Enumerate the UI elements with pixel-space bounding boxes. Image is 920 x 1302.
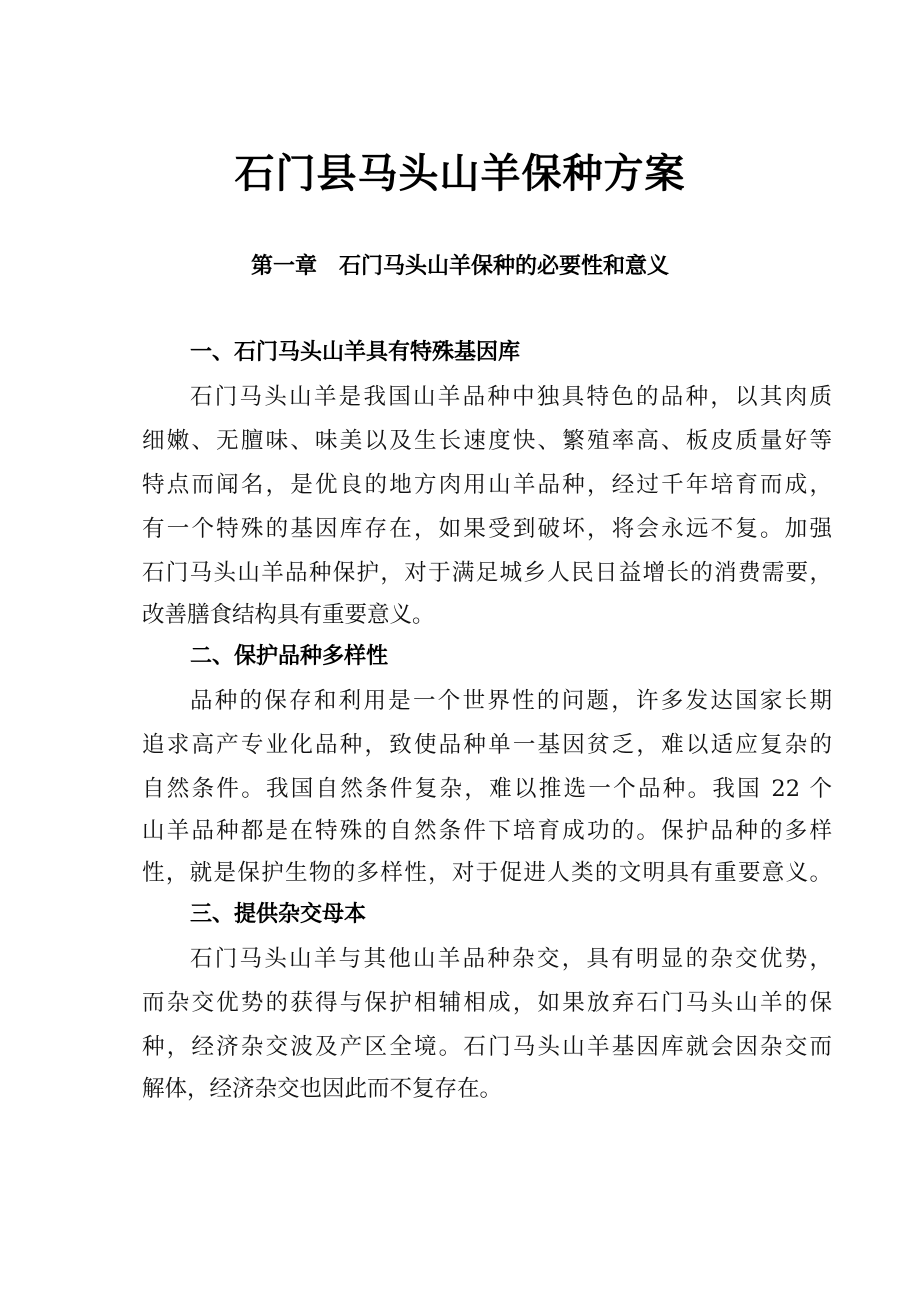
paragraph-line: 石门马头山羊是我国山羊品种中独具特色的品种，以其肉质 xyxy=(190,384,832,410)
paragraph-line: 种，经济杂交波及产区全境。石门马头山羊基因库就会因杂交而 xyxy=(142,1034,832,1060)
section-heading-2: 二、保护品种多样性 xyxy=(190,644,389,669)
paragraph-line: 追求高产专业化品种，致使品种单一基因贫乏，难以适应复杂的 xyxy=(142,732,832,758)
chapter-heading: 第一章 石门马头山羊保种的必要性和意义 xyxy=(250,254,669,279)
paragraph-line: 山羊品种都是在特殊的自然条件下培育成功的。保护品种的多样 xyxy=(142,818,832,844)
paragraph-line: 自然条件。我国自然条件复杂，难以推选一个品种。我国 22 个 xyxy=(142,776,832,802)
paragraph-line: 细嫩、无膻味、味美以及生长速度快、繁殖率高、板皮质量好等 xyxy=(142,428,832,454)
section-heading-1: 一、石门马头山羊具有特殊基因库 xyxy=(190,340,521,365)
document-title: 石门县马头山羊保种方案 xyxy=(234,151,686,197)
section-heading-3: 三、提供杂交母本 xyxy=(190,902,367,927)
paragraph-line: 而杂交优势的获得与保护相辅相成，如果放弃石门马头山羊的保 xyxy=(142,990,832,1016)
paragraph-line: 石门马头山羊品种保护，对于满足城乡人民日益增长的消费需要， xyxy=(142,560,832,586)
paragraph-line: 品种的保存和利用是一个世界性的问题，许多发达国家长期 xyxy=(190,688,832,714)
paragraph-line: 石门马头山羊与其他山羊品种杂交，具有明显的杂交优势， xyxy=(190,946,832,972)
paragraph-line: 有一个特殊的基因库存在，如果受到破坏，将会永远不复。加强 xyxy=(142,516,832,542)
paragraph-line: 解体，经济杂交也因此而不复存在。 xyxy=(142,1076,503,1102)
paragraph-line: 改善膳食结构具有重要意义。 xyxy=(142,602,435,628)
paragraph-line: 性，就是保护生物的多样性，对于促进人类的文明具有重要意义。 xyxy=(142,860,832,886)
paragraph-line: 特点而闻名，是优良的地方肉用山羊品种，经过千年培育而成， xyxy=(142,472,832,498)
